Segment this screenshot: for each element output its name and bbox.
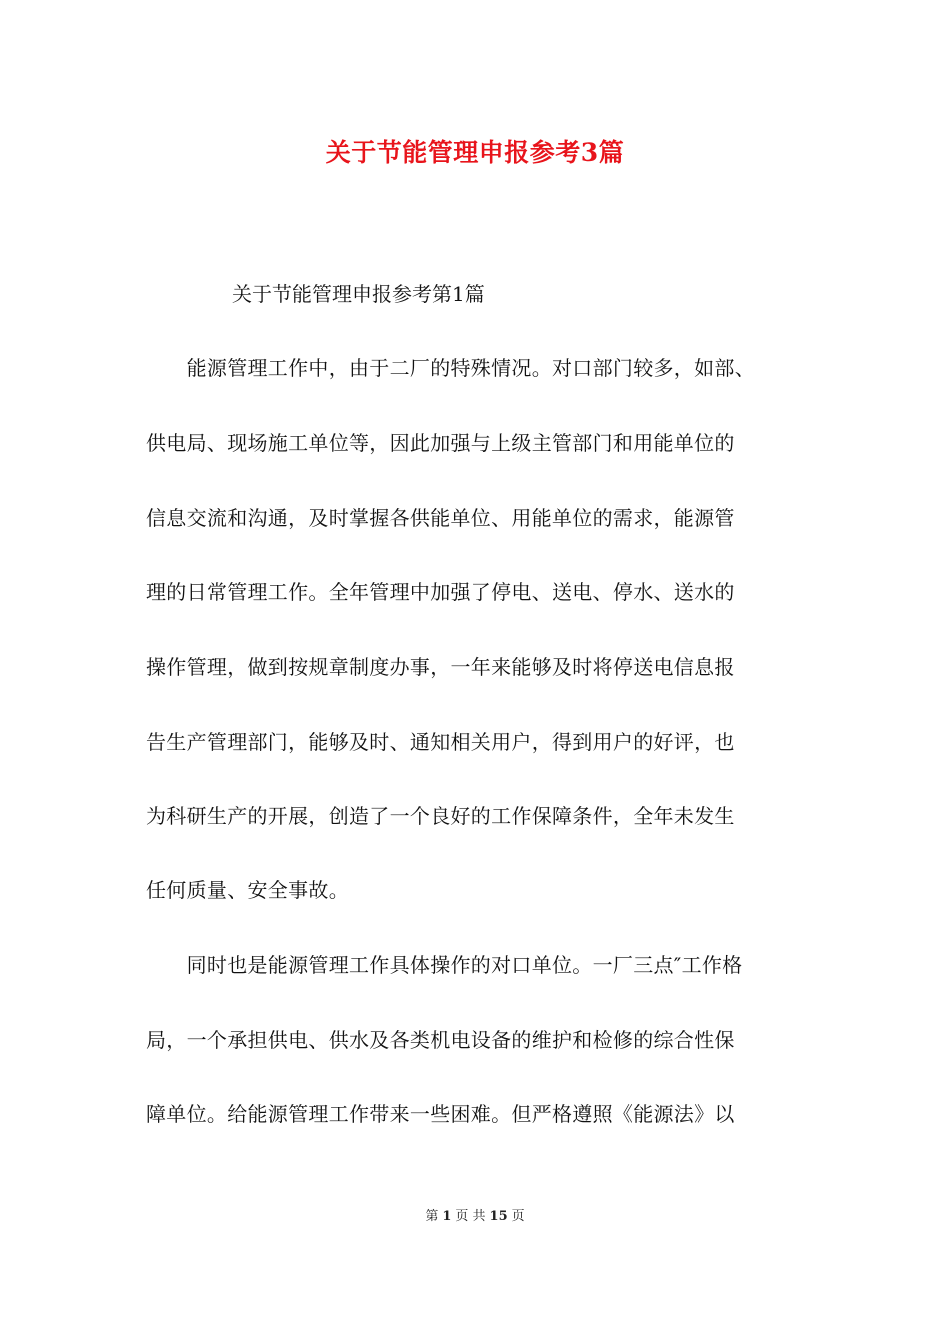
body-line: 告生产管理部门，能够及时、通知相关用户，得到用户的好评，也 <box>146 730 735 754</box>
body-line: 操作管理，做到按规章制度办事，一年来能够及时将停送电信息报 <box>146 655 735 679</box>
body-line: 任何质量、安全事故。 <box>146 878 349 902</box>
body-line: 信息交流和沟通，及时掌握各供能单位、用能单位的需求，能源管 <box>146 506 735 530</box>
body-line: 障单位。给能源管理工作带来一些困难。但严格遵照《能源法》以 <box>146 1102 735 1126</box>
footer-mid: 页 共 <box>455 1209 486 1224</box>
page-footer <box>0 1207 950 1227</box>
footer-prefix: 第 <box>425 1209 439 1224</box>
footer-suffix: 页 <box>511 1209 525 1224</box>
current-page-number: 1 <box>442 1209 452 1224</box>
body-line: 能源管理工作中，由于二厂的特殊情况。对口部门较多，如部、 <box>146 356 755 380</box>
body-line: 供电局、现场施工单位等，因此加强与上级主管部门和用能单位的 <box>146 431 735 455</box>
body-line: 为科研生产的开展，创造了一个良好的工作保障条件，全年未发生 <box>146 804 735 828</box>
document-title: 关于节能管理申报参考3篇 <box>325 138 625 167</box>
body-line: 局，一个承担供电、供水及各类机电设备的维护和检修的综合性保 <box>146 1028 735 1052</box>
body-line: 同时也是能源管理工作具体操作的对口单位。一厂三点″工作格 <box>146 953 743 977</box>
total-pages-number: 15 <box>489 1209 508 1224</box>
body-line: 理的日常管理工作。全年管理中加强了停电、送电、停水、送水的 <box>146 580 735 604</box>
section-heading: 关于节能管理申报参考第1篇 <box>232 282 485 306</box>
